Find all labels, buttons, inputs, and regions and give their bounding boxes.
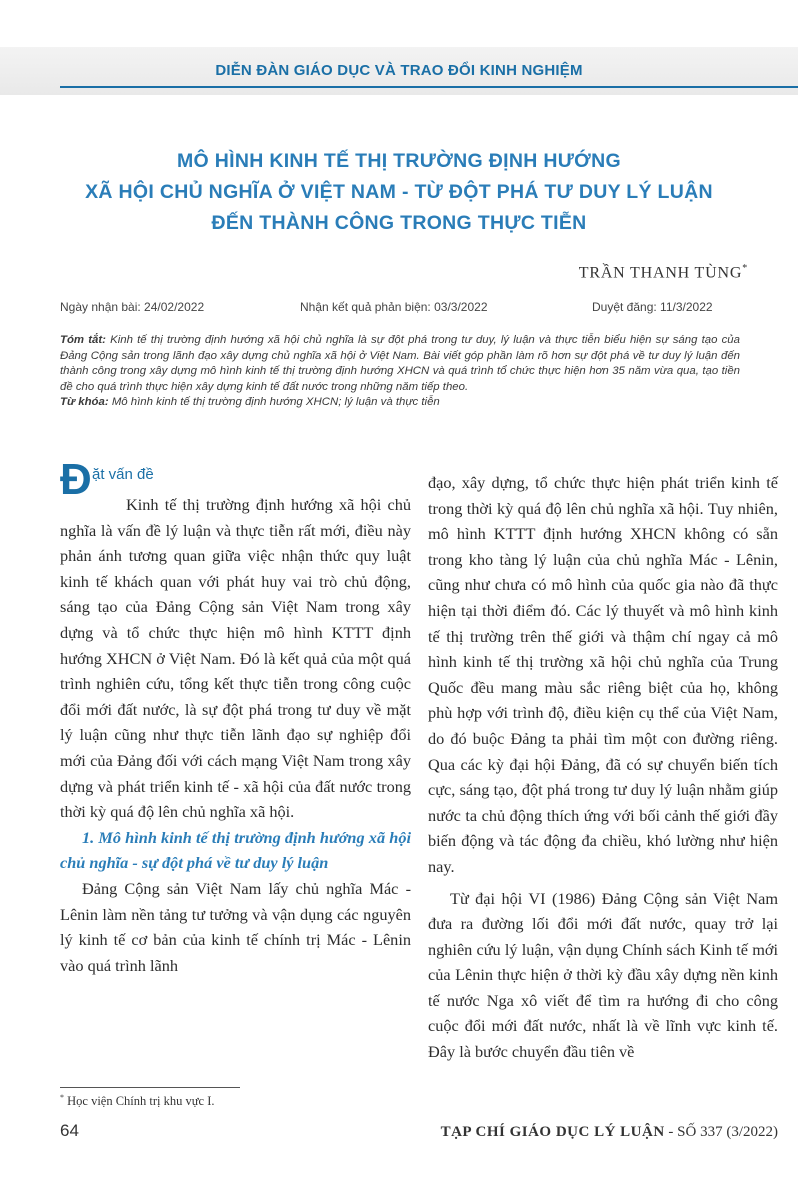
- author-name: TRẦN THANH TÙNG: [578, 264, 743, 282]
- right-column: [428, 470, 778, 1065]
- left-column: [60, 455, 411, 978]
- section-1-paragraph: Đảng Cộng sản Việt Nam lấy chủ nghĩa Mác - Lênin làm nền tảng tư tưởng và vận dụng các nguyên lý kinh tế cơ bản của kinh tế chính trị Mác - Lênin vào quá trình lãnh: [60, 878, 411, 975]
- paragraph-dai-hoi-vi: Từ đại hội VI (1986) Đảng Cộng sản Việt Nam đưa ra đường lối đổi mới đất nước, quay trở lại nghiên cứu lý luận, vận dụng Chính sách Kinh tế mới của Lênin thực hiện ở thời kỳ đầu xây dựng nền kinh tế nước Nga xô viết để tìm ra hướng đi cho công cuộc đổi mới đất nước, nhất là về lĩnh vực kinh tế. Đây là bước chuyển đầu tiên về: [428, 888, 778, 1062]
- abstract-label: Tóm tắt:: [60, 334, 106, 346]
- journal-issue: - SỐ 337 (3/2022): [668, 1124, 778, 1140]
- keywords-text: Mô hình kinh tế thị trường định hướng XHCN; lý luận và thực tiễn: [111, 396, 440, 409]
- journal-footer: [441, 1124, 778, 1141]
- dropcap: Đ: [60, 455, 92, 504]
- author-footnote-mark: *: [742, 263, 748, 274]
- review-date: Nhận kết quả phản biện: 03/3/2022: [300, 300, 488, 314]
- keywords: [60, 395, 740, 411]
- author: [579, 263, 748, 282]
- journal-name: TẠP CHÍ GIÁO DỤC LÝ LUẬN: [440, 1124, 665, 1140]
- abstract-text: Kinh tế thị trường định hướng xã hội chủ nghĩa là sự đột phá trong tư duy, lý luận và thực tiễn biểu hiện sự sáng tạo của Đảng Cộng sản trong lãnh đạo xây dựng chủ nghĩa xã hội ở Việt Nam. Bài viết góp phần làm rõ hơn sự đột phá về tư duy lý luận đến thành công trong xây dựng mô hình kinh tế thị trường định hướng XHCN và quá trình tổ chức thực hiện hơn 35 năm vừa qua, tạo tiền đề cho quá trình thực hiện xây dựng kinh tế đất nước trong những năm tiếp theo.: [60, 334, 740, 393]
- keywords-label: Từ khóa:: [60, 396, 109, 409]
- footnote-mark: *: [60, 1093, 64, 1102]
- article-title-line-1: MÔ HÌNH KINH TẾ THỊ TRƯỜNG ĐỊNH HƯỚNG: [177, 150, 621, 172]
- section-header-title: DIỄN ĐÀN GIÁO DỤC VÀ TRAO ĐỔI KINH NGHIỆM: [215, 62, 583, 79]
- footnote-text: Học viện Chính trị khu vực I.: [67, 1094, 215, 1109]
- continued-paragraph: đạo, xây dựng, tổ chức thực hiện phát triển kinh tế trong thời kỳ quá độ lên chủ nghĩa xã hội. Tuy nhiên, mô hình KTTT định hướng XHCN không có sẵn trong kho tàng lý luận của chủ nghĩa Mác - Lênin, cũng như chưa có mô hình của quốc gia nào đã thực hiện tại thời điểm đó. Các lý thuyết và mô hình kinh tế thị trường trên thế giới và thậm chí ngay cả mô hình kinh tế thị trường xã hội chủ nghĩa của Trung Quốc đều mang màu sắc riêng biệt của họ, không phù hợp với trình độ, điều kiện cụ thể của Việt Nam, do đó buộc Đảng ta phải tìm một con đường riêng. Qua các kỳ đại hội Đảng, đã có sự chuyển biến tích cực, sáng tạo, đột phá trong tư duy lý luận nhằm giúp nước ta chủ động thích ứng với bối cảnh thế giới đầy biến động và tác động đa chiều, khó lường như hiện nay.: [428, 473, 778, 876]
- received-date: Ngày nhận bài: 24/02/2022: [60, 300, 205, 314]
- article-title: [60, 146, 738, 239]
- approval-date: Duyệt đăng: 11/3/2022: [592, 300, 713, 314]
- article-title-line-2: XÃ HỘI CHỦ NGHĨA Ở VIỆT NAM - TỪ ĐỘT PHÁ TƯ DUY LÝ LUẬN: [85, 181, 713, 203]
- footnote: [60, 1093, 215, 1109]
- intro-heading-text: ặt vấn đề: [92, 466, 154, 483]
- header-divider: [60, 86, 798, 88]
- page-number: 64: [60, 1121, 79, 1140]
- abstract: [60, 333, 740, 395]
- section-1-heading: 1. Mô hình kinh tế thị trường định hướng xã hội chủ nghĩa - sự đột phá về tư duy lý luận: [60, 827, 411, 873]
- article-title-line-3: ĐẾN THÀNH CÔNG TRONG THỰC TIỄN: [211, 212, 587, 234]
- intro-paragraph: Kinh tế thị trường định hướng xã hội chủ nghĩa là vấn đề lý luận và thực tiễn rất mới, điều này phản ánh tương quan giữa việc nhận thức quy luật kinh tế khách quan với phát huy vai trò chủ động, sáng tạo của Đảng Cộng sản Việt Nam trong xây dựng và tổ chức thực hiện mô hình KTTT định hướng XHCN ở Việt Nam. Đó là kết quả của một quá trình nghiên cứu, tổng kết thực tiễn trong công cuộc đổi mới đất nước, là sự đột phá trong tư duy về mặt lý luận cũng như thực tiễn lãnh đạo sự nghiệp đổi mới của Đảng đối với cách mạng Việt Nam trong xây dựng và phát triển kinh tế - xã hội của đất nước trong thời kỳ quá độ lên chủ nghĩa xã hội.: [60, 495, 411, 822]
- intro-heading: [60, 455, 411, 504]
- footnote-divider: [60, 1087, 240, 1088]
- abstract-block: [60, 333, 740, 411]
